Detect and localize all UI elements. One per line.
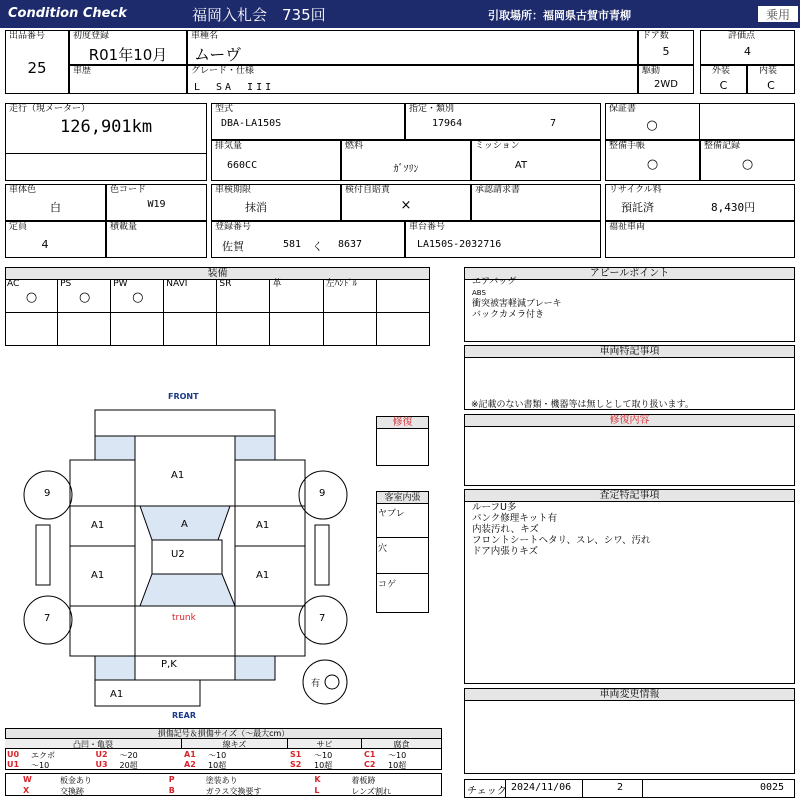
label-door-rl: A1 <box>91 570 105 581</box>
legend-code: C2 <box>364 760 376 769</box>
legend-code: P <box>168 775 175 784</box>
displacement-label: 排気量 <box>215 141 243 151</box>
rear-label: REAR <box>172 711 196 720</box>
repair-panel <box>464 426 795 486</box>
chassis-label: 車台番号 <box>409 222 446 232</box>
cabin-div-1 <box>376 537 429 538</box>
special-note: ※記載のない書類・機器等は無しとして取り扱います。 <box>471 400 694 410</box>
assessment-header: 査定特記事項 <box>464 489 795 502</box>
check-label: チェック <box>467 786 507 797</box>
equipment-label: 革 <box>272 279 282 289</box>
label-hood: A1 <box>171 470 185 481</box>
recycle-fee: 8,430円 <box>711 201 756 214</box>
label-tire-rl: 7 <box>44 613 51 624</box>
welfare-label: 福祉車両 <box>609 222 646 232</box>
legend-group-title: 腐食 <box>362 739 442 749</box>
plate-class: 581 <box>283 239 302 250</box>
exterior-label: 外装 <box>712 66 731 76</box>
headlight-left <box>95 436 135 460</box>
label-roof: U2 <box>171 549 185 560</box>
inspection-value: 抹消 <box>245 201 267 214</box>
mirror-left <box>36 525 50 585</box>
equipment-label: SR <box>219 279 232 289</box>
legend-code: S1 <box>290 750 302 759</box>
equipment-cell <box>217 279 270 346</box>
assessment-lines <box>472 502 651 557</box>
legend-code: W <box>23 775 32 784</box>
interior-value: C <box>767 79 775 92</box>
load-label: 積載量 <box>110 222 138 232</box>
legend-code: X <box>23 786 30 795</box>
assessment-line: ドア内張りキズ <box>472 546 539 557</box>
history-label: 車歴 <box>73 66 92 76</box>
legend-desc: 〜10 <box>388 751 407 760</box>
legend-group-title: 凸凹・亀裂 <box>5 739 182 749</box>
repair-header: 修復内容 <box>464 414 795 427</box>
equipment-value: ○ <box>132 290 144 305</box>
marker-spare-icon <box>325 675 339 689</box>
label-door-rr: A1 <box>256 570 270 581</box>
equipment-cell <box>324 279 377 346</box>
warranty-split <box>699 103 700 140</box>
footer-split-2 <box>582 779 583 798</box>
legend-desc: 塗装あり <box>205 776 238 785</box>
label-door-fr: A1 <box>256 520 270 531</box>
model-label: 型式 <box>215 104 234 114</box>
assessment-line: 内装汚れ、キズ <box>472 524 539 535</box>
equipment-cell <box>164 279 217 346</box>
label-windshield: A <box>181 519 188 530</box>
taillight-left <box>95 656 135 680</box>
first-reg-value: R01年10月 <box>88 46 168 64</box>
color-code-value: W19 <box>147 199 166 210</box>
score-value: 4 <box>744 45 751 58</box>
type-number: 17964 <box>432 118 463 129</box>
legend-desc: 交換跡 <box>60 787 84 796</box>
equipment-label: AC <box>7 279 20 289</box>
label-tire-fr: 9 <box>319 488 326 499</box>
lot-label: 出品番号 <box>9 31 46 41</box>
drive-label: 駆動 <box>642 66 661 76</box>
mileage-value: 126,901km <box>60 117 153 137</box>
assessment-line: パンク修理キット有 <box>472 513 558 524</box>
legend-group-title: 線キズ <box>182 739 288 749</box>
special-header: 車両特記事項 <box>464 345 795 358</box>
check-count: 2 <box>617 782 624 793</box>
legend-desc: 〜10 <box>31 761 50 770</box>
mission-label: ミッション <box>475 141 520 151</box>
label-door-fl: A1 <box>91 520 105 531</box>
legend-code: A1 <box>184 750 196 759</box>
car-name: ムーヴ <box>194 45 242 64</box>
equipment-label: PS <box>60 279 72 289</box>
label-rear-bumper: A1 <box>110 689 124 700</box>
cabin-row-burn: コゲ <box>378 580 397 590</box>
color-label: 車体色 <box>9 185 37 195</box>
legend-code: B <box>168 786 175 795</box>
legend-desc: レンズ割れ <box>351 787 391 796</box>
type-label: 指定・類別 <box>409 104 455 114</box>
pickup-location: 引取場所：福岡県古賀市青柳 <box>488 9 631 22</box>
name-label: 車種名 <box>191 31 219 41</box>
category-label: 乗用 <box>758 6 798 22</box>
legend-code: C1 <box>364 750 376 759</box>
legend-code: U0 <box>7 750 20 759</box>
lot-number: 25 <box>27 59 47 77</box>
class-number: 7 <box>550 118 557 129</box>
legend-code: A2 <box>184 760 196 769</box>
cabin-header: 客室内張 <box>376 491 429 504</box>
recycle-label: リサイクル料 <box>609 185 662 195</box>
approval-label: 承認請求書 <box>475 185 521 195</box>
drive-value: 2WD <box>654 79 678 90</box>
label-rear-panel: P,K <box>161 659 177 670</box>
record-value: ○ <box>741 157 754 172</box>
record-label: 整備記録 <box>704 141 741 151</box>
equipment-cell <box>58 279 111 346</box>
label-marker: 有 <box>311 679 321 689</box>
score-label: 評価点 <box>728 31 756 41</box>
legend-desc: 着板跡 <box>351 776 376 785</box>
check-date: 2024/11/06 <box>511 782 572 793</box>
appeal-line: 衝突被害軽減ブレーキ <box>472 299 562 309</box>
cabin-div-2 <box>376 573 429 574</box>
cabin-row-tear: ヤブレ <box>378 509 405 519</box>
appeal-line: バックカメラ付き <box>472 310 545 320</box>
manual-label: 整備手帳 <box>609 141 646 151</box>
appeal-lines <box>472 277 562 321</box>
legend-desc: 10超 <box>208 761 227 770</box>
plate-number: 8637 <box>338 239 363 250</box>
capacity-label: 定員 <box>9 222 28 232</box>
footer-split-3 <box>642 779 643 798</box>
check-code: 0025 <box>760 782 785 793</box>
fuel-label: 燃料 <box>345 141 364 151</box>
equipment-header: 装備 <box>5 267 430 280</box>
plate-label: 登録番号 <box>215 222 252 232</box>
insurance-label: 検付自賠責 <box>345 185 391 195</box>
headlight-right <box>235 436 275 460</box>
equipment-cell <box>271 279 324 346</box>
legend-header: 損傷記号＆損傷サイズ（〜最大cm） <box>5 728 442 739</box>
mission-value: AT <box>514 160 528 171</box>
plate-kana: く <box>312 240 323 253</box>
taillight-right <box>235 656 275 680</box>
color-value: 白 <box>50 201 61 214</box>
equipment-value: ○ <box>78 290 91 305</box>
mileage-label: 走行（現メーター） <box>9 104 91 114</box>
equipment-label: 左ﾊﾝﾄﾞﾙ <box>325 279 358 289</box>
legend-desc: 20超 <box>119 761 138 770</box>
color-code-label: 色コード <box>110 185 147 195</box>
appeal-line: エアバッグ <box>472 277 517 287</box>
repair-mini-header: 修復 <box>376 416 429 429</box>
equipment-cell <box>111 279 164 346</box>
legend-code: U1 <box>7 760 20 769</box>
appeal-header: アピールポイント <box>464 267 795 280</box>
legend-desc: エクボ <box>31 751 55 760</box>
equipment-label: NAVI <box>166 279 188 289</box>
cabin-row-hole: 穴 <box>378 544 388 554</box>
change-header: 車両変更情報 <box>464 688 795 701</box>
brand-title: Condition Check <box>8 6 127 21</box>
capacity-value: 4 <box>41 238 49 251</box>
warranty-value: ○ <box>646 118 658 133</box>
inspection-label: 車検期限 <box>215 185 252 195</box>
name-box <box>187 30 638 65</box>
recycle-status: 預託済 <box>621 201 654 214</box>
interior-label: 内装 <box>759 66 778 76</box>
label-tire-rr: 7 <box>319 613 326 624</box>
legend-desc: 10超 <box>388 761 407 770</box>
mileage-divider <box>5 153 207 154</box>
appeal-line: ABS <box>472 289 486 297</box>
rear-window-shape <box>140 574 235 606</box>
chassis-value: LA150S-2032716 <box>417 239 502 250</box>
change-panel <box>464 700 795 774</box>
warranty-label: 保証書 <box>609 104 637 114</box>
legend-code: K <box>314 775 321 784</box>
doors-value: 5 <box>662 45 670 58</box>
legend-group-title: サビ <box>288 739 362 749</box>
legend-desc: 10超 <box>314 761 333 770</box>
plate-region: 佐賀 <box>222 240 244 253</box>
legend-desc: 〜20 <box>119 751 138 760</box>
first-reg-label: 初度登録 <box>73 31 110 41</box>
grade-label: グレード・仕様 <box>191 66 255 76</box>
legend-code: L <box>314 786 320 795</box>
mileage-box <box>5 103 207 181</box>
model-value: DBA-LA150S <box>221 118 282 129</box>
grade-value: L SA III <box>194 82 275 93</box>
assessment-line: ルーフU多 <box>472 502 517 513</box>
auction-title: 福岡入札会 735回 <box>192 6 326 24</box>
front-label: FRONT <box>168 392 199 401</box>
fuel-value: ｶﾞｿﾘﾝ <box>393 164 419 175</box>
legend-desc: 〜10 <box>208 751 227 760</box>
equipment-cell <box>5 279 58 346</box>
label-trunk: trunk <box>172 613 196 623</box>
manual-value: ○ <box>646 157 659 172</box>
legend-desc: 板金あり <box>60 776 92 785</box>
legend-code: U3 <box>95 760 108 769</box>
exterior-value: C <box>719 79 728 92</box>
doors-label: ドア数 <box>642 31 669 41</box>
insurance-value: × <box>400 198 412 213</box>
label-tire-fl: 9 <box>44 488 51 499</box>
equipment-value: ○ <box>25 290 38 305</box>
equipment-label: PW <box>113 279 128 289</box>
assessment-line: フロントシートヘタリ、スレ、シワ、汚れ <box>472 535 651 546</box>
legend-desc: ガラス交換要す <box>205 787 262 796</box>
legend-code: U2 <box>95 750 108 759</box>
legend-code: S2 <box>290 760 302 769</box>
legend-desc: 〜10 <box>314 751 333 760</box>
displacement-value: 660CC <box>227 160 258 171</box>
mirror-right <box>315 525 329 585</box>
